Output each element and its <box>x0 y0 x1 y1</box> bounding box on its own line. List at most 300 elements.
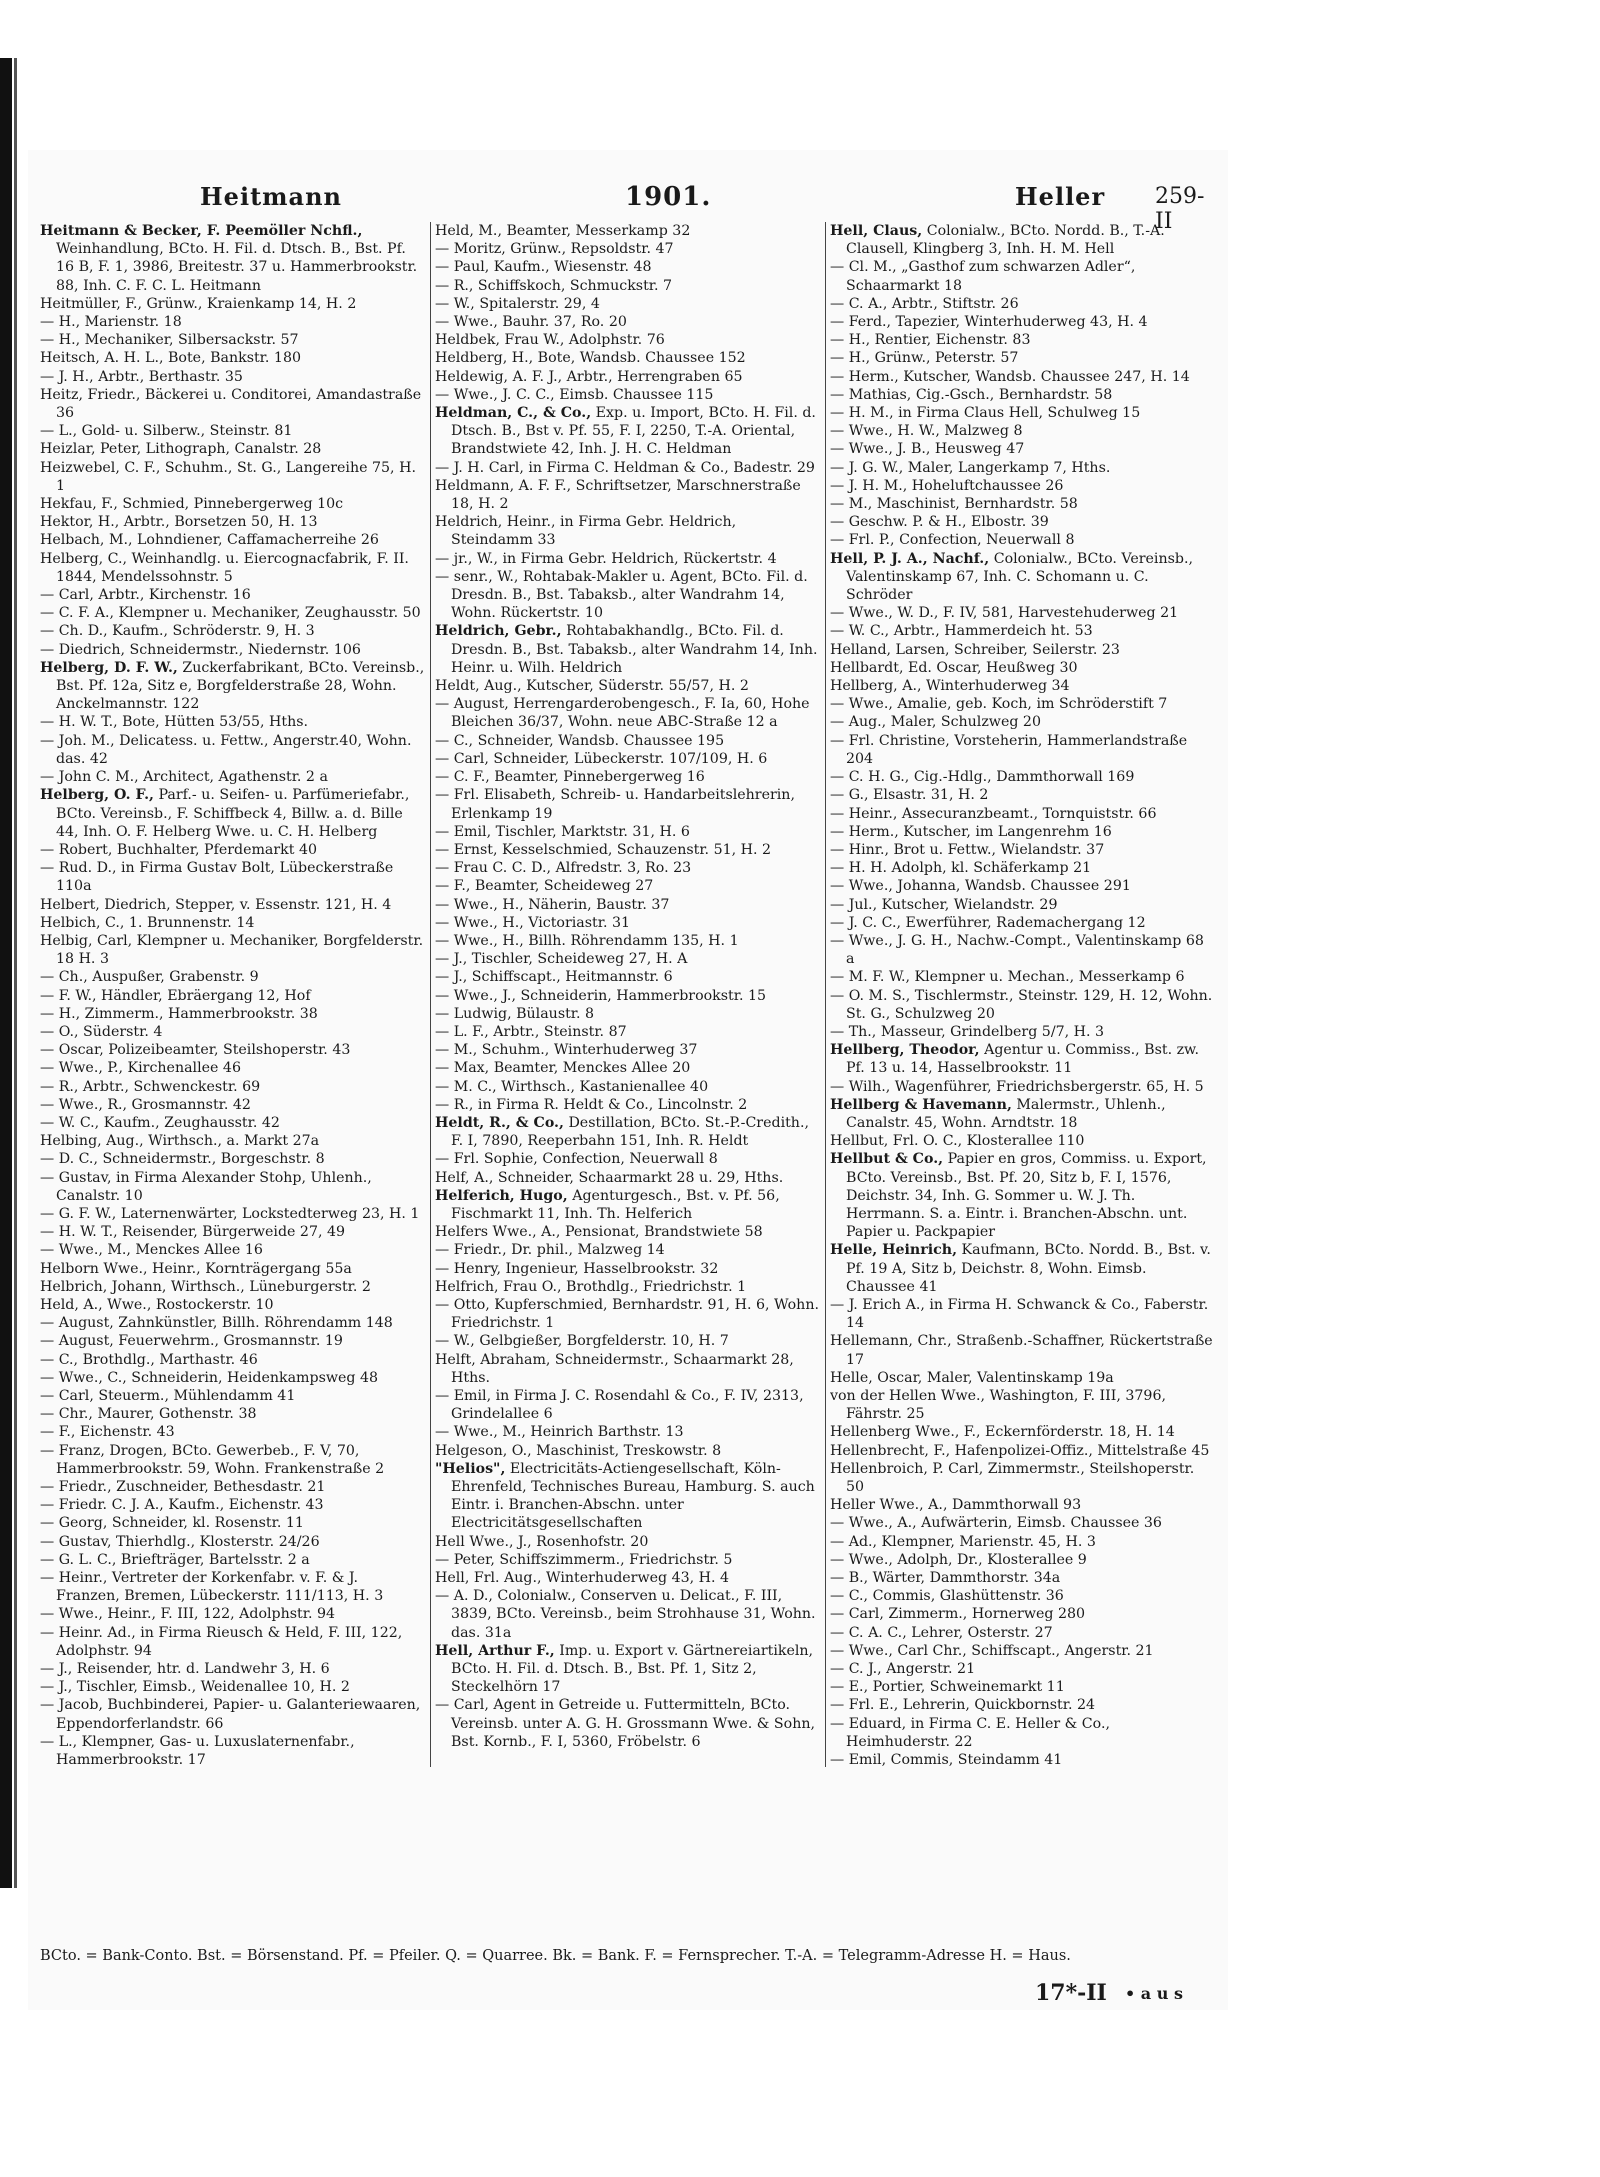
entry-text: — Wwe., H. W., Malzweg 8 <box>830 423 1023 440</box>
entry-text: Helf, A., Schneider, Schaarmarkt 28 u. 29, Hths. <box>435 1169 784 1186</box>
entry-text: — John C. M., Architect, Agathenstr. 2 a <box>40 769 328 786</box>
directory-entry <box>40 222 425 295</box>
entry-text: — J. G. W., Maler, Langerkamp 7, Hths. <box>830 459 1111 476</box>
entry-text: — M. C., Wirthsch., Kastanienallee 40 <box>435 1078 709 1095</box>
entry-firm-name: Helberg, O. F., <box>40 787 154 804</box>
directory-entry <box>435 1096 820 1114</box>
entry-text: — C. F. A., Klempner u. Mechaniker, Zeughausstr. 50 <box>40 605 421 622</box>
entry-text: — D. C., Schneidermstr., Borgeschstr. 8 <box>40 1151 325 1168</box>
entry-text: — Paul, Kaufm., Wiesenstr. 48 <box>435 259 652 276</box>
directory-entry <box>830 659 1215 677</box>
directory-entry <box>435 1569 820 1587</box>
entry-text: Helft, Abraham, Schneidermstr., Schaarmarkt 28, Hths. <box>435 1351 794 1386</box>
entry-text: — jr., W., in Firma Gebr. Heldrich, Rückertstr. 4 <box>435 550 777 567</box>
entry-text: — Wwe., J. G. H., Nachw.-Compt., Valentinskamp 68 a <box>830 932 1204 968</box>
entry-text: Heitz, Friedr., Bäckerei u. Conditorei, Amandastraße 36 <box>40 386 422 422</box>
directory-entry <box>435 1387 820 1423</box>
directory-entry <box>435 1169 820 1187</box>
entry-text: — August, Herrengarderobengesch., F. Ia, 60, Hohe Bleichen 36/37, Wohn. neue ABC-Straße 12 a <box>435 696 810 731</box>
directory-entry <box>830 1605 1215 1623</box>
directory-entry <box>40 349 425 367</box>
directory-entry <box>40 914 425 932</box>
entry-text: — M. F. W., Klempner u. Mechan., Messerkamp 6 <box>830 969 1185 986</box>
entry-text: — Aug., Maler, Schulzweg 20 <box>830 714 1041 731</box>
directory-entry <box>40 1296 425 1314</box>
directory-entry <box>435 1223 820 1241</box>
entry-text: — M., Schuhm., Winterhuderweg 37 <box>435 1042 698 1059</box>
directory-entry <box>40 1059 425 1077</box>
directory-entry <box>40 1387 425 1405</box>
directory-entry <box>40 1332 425 1350</box>
directory-entry <box>435 1551 820 1569</box>
entry-text: Hellemann, Chr., Straßenb.-Schaffner, Rückertstraße 17 <box>830 1333 1213 1368</box>
directory-entry <box>830 914 1215 932</box>
entry-text: — Wwe., A., Aufwärterin, Eimsb. Chaussee 36 <box>830 1515 1162 1532</box>
directory-entry <box>40 1005 425 1023</box>
directory-entry <box>830 896 1215 914</box>
directory-entry <box>435 896 820 914</box>
entry-text: — H. W. T., Reisender, Bürgerweide 27, 49 <box>40 1224 346 1241</box>
directory-entry <box>830 1660 1215 1678</box>
entry-text: — Herm., Kutscher, im Langenrehm 16 <box>830 823 1112 840</box>
entry-text: — J. Erich A., in Firma H. Schwanck & Co., Faberstr. 14 <box>830 1296 1209 1332</box>
directory-entry <box>830 641 1215 659</box>
directory-entry <box>830 258 1215 294</box>
entry-text: — G. L. C., Briefträger, Bartelsstr. 2 a <box>40 1551 310 1568</box>
directory-entry <box>830 404 1215 422</box>
directory-entry <box>40 622 425 640</box>
directory-entry <box>435 1241 820 1259</box>
directory-entry <box>435 1041 820 1059</box>
directory-entry <box>830 1132 1215 1150</box>
directory-entry <box>435 1114 820 1150</box>
directory-entry <box>830 440 1215 458</box>
entry-text: — H. H. Adolph, kl. Schäferkamp 21 <box>830 860 1092 877</box>
directory-entry <box>435 677 820 695</box>
directory-entry <box>830 622 1215 640</box>
entry-text: — Wwe., Carl Chr., Schiffscapt., Angerstr. 21 <box>830 1642 1154 1659</box>
column-rule <box>825 222 826 1767</box>
directory-entry <box>830 1460 1215 1496</box>
directory-entry <box>830 1678 1215 1696</box>
entry-text: — Heinr. Ad., in Firma Rieusch & Held, F. III, 122, Adolphstr. 94 <box>40 1624 403 1659</box>
directory-entry <box>40 859 425 895</box>
entry-text: Hellenbrecht, F., Hafenpolizei-Offiz., Mittelstraße 45 <box>830 1442 1210 1459</box>
directory-entry <box>40 1169 425 1205</box>
directory-entry <box>40 1478 425 1496</box>
entry-text: — Wwe., Bauhr. 37, Ro. 20 <box>435 314 627 331</box>
entry-text: Helberg, C., Weinhandlg. u. Eiercognacfabrik, F. II. 1844, Mendelssohnstr. 5 <box>40 550 409 585</box>
entry-text: Helle, Oscar, Maler, Valentinskamp 19a <box>830 1369 1114 1386</box>
entry-text: — Carl, Agent in Getreide u. Futtermitteln, BCto. Vereinsb. unter A. G. H. Grossmann Wwe. & Sohn, Bst. Kornb., F. I, 5360, Fröbelstr. 6 <box>435 1697 815 1750</box>
entry-firm-name: Heldrich, Gebr., <box>435 623 562 640</box>
directory-entry <box>40 1514 425 1532</box>
entry-text: — L. F., Arbtr., Steinstr. 87 <box>435 1023 627 1040</box>
directory-entry <box>40 1351 425 1369</box>
entry-text: — Frl. E., Lehrerin, Quickbornstr. 24 <box>830 1697 1096 1714</box>
entry-text: — Diedrich, Schneidermstr., Niedernstr. 106 <box>40 641 361 658</box>
directory-entry <box>435 222 820 240</box>
entry-text: — R., Schiffskoch, Schmuckstr. 7 <box>435 277 673 294</box>
directory-entry <box>40 1078 425 1096</box>
directory-entry <box>40 1241 425 1259</box>
directory-entry <box>435 368 820 386</box>
directory-entry <box>830 987 1215 1023</box>
entry-text: — August, Feuerwehrm., Grosmannstr. 19 <box>40 1333 343 1350</box>
entry-text: — senr., W., Rohtabak-Makler u. Agent, BCto. Fil. d. Dresdn. B., Bst. Tabaksb., alter Wandrahm 14, Wohn. Rückertstr. 10 <box>435 568 808 622</box>
directory-entry <box>435 1260 820 1278</box>
entry-text: — H., Mechaniker, Silbersackstr. 57 <box>40 332 299 349</box>
directory-entry <box>830 1241 1215 1296</box>
entry-text: — O., Süderstr. 4 <box>40 1023 163 1040</box>
entry-text: — Ernst, Kesselschmied, Schauzenstr. 51, H. 2 <box>435 841 772 858</box>
directory-entry <box>830 1496 1215 1514</box>
entry-text: — Oscar, Polizeibeamter, Steilshoperstr. 43 <box>40 1042 351 1059</box>
directory-entry <box>40 1605 425 1623</box>
directory-entry <box>830 1369 1215 1387</box>
directory-entry <box>435 295 820 313</box>
entry-firm-name: Helferich, Hugo, <box>435 1187 568 1204</box>
directory-entry <box>830 1041 1215 1077</box>
entry-text: — Georg, Schneider, kl. Rosenstr. 11 <box>40 1515 304 1532</box>
entry-firm-name: Hellberg & Havemann, <box>830 1096 1012 1113</box>
running-head-right: Heller <box>1015 182 1106 211</box>
entry-text: Hell, Frl. Aug., Winterhuderweg 43, H. 4 <box>435 1570 730 1587</box>
directory-entry <box>435 732 820 750</box>
entry-text: — Frl. Sophie, Confection, Neuerwall 8 <box>435 1151 718 1168</box>
entry-text: — Henry, Ingenieur, Hasselbrookstr. 32 <box>435 1260 719 1277</box>
directory-entry <box>435 477 820 513</box>
directory-entry <box>435 1587 820 1642</box>
directory-entry <box>830 1078 1215 1096</box>
entry-text: Imp. u. Export v. Gärtnereiartikeln, BCto. H. Fil. d. Dtsch. B., Bst. Pf. 1, Sitz 2, Steckelhörn 17 <box>451 1642 814 1696</box>
entry-text: — Gustav, in Firma Alexander Stohp, Uhlenh., Canalstr. 10 <box>40 1169 372 1204</box>
directory-entry <box>435 1023 820 1041</box>
directory-entry <box>40 841 425 859</box>
directory-columns <box>40 222 1220 1962</box>
directory-entry <box>435 277 820 295</box>
entry-text: — Franz, Drogen, BCto. Gewerbeb., F. V, 70, Hammerbrookstr. 59, Wohn. Frankenstraße 2 <box>40 1442 385 1477</box>
directory-entry <box>40 1533 425 1551</box>
directory-entry <box>435 968 820 986</box>
directory-entry <box>40 1314 425 1332</box>
entry-text: Parf.- u. Seifen- u. Parfümeriefabr., BCto. Vereinsb., F. Schiffbeck 4, Billw. a. d. Bille 44, Inh. O. F. Helberg Wwe. u. C. H. Helberg <box>56 787 410 840</box>
directory-entry <box>830 932 1215 968</box>
entry-text: Hellenberg Wwe., F., Eckernförderstr. 18, H. 14 <box>830 1424 1175 1441</box>
entry-text: — C., Brothdlg., Marthastr. 46 <box>40 1351 258 1368</box>
entry-text: — J. H. M., Hoheluftchaussee 26 <box>830 477 1064 494</box>
directory-entry <box>830 1751 1215 1769</box>
entry-text: Hekfau, F., Schmied, Pinnebergerweg 10c <box>40 496 344 513</box>
directory-entry <box>40 1696 425 1732</box>
directory-entry <box>40 1096 425 1114</box>
directory-entry <box>435 331 820 349</box>
entry-text: — Carl, Schneider, Lübeckerstr. 107/109, H. 6 <box>435 750 768 767</box>
directory-entry <box>435 1533 820 1551</box>
entry-firm-name: Hellbut & Co., <box>830 1151 944 1168</box>
directory-column-2 <box>435 222 820 1962</box>
directory-entry <box>40 1205 425 1223</box>
directory-entry <box>40 896 425 914</box>
entry-text: Helfrich, Frau O., Brothdlg., Friedrichstr. 1 <box>435 1278 747 1295</box>
entry-text: Heldberg, H., Bote, Wandsb. Chaussee 152 <box>435 350 746 367</box>
entry-text: — C. H. G., Cig.-Hdlg., Dammthorwall 169 <box>830 769 1135 786</box>
entry-text: Kaufmann, BCto. Nordd. B., Bst. v. Pf. 19 A, Sitz b, Deichstr. 8, Wohn. Eimsb. Chaussee 41 <box>846 1242 1211 1295</box>
entry-text: — H., Rentier, Eichenstr. 83 <box>830 332 1031 349</box>
entry-text: Heizlar, Peter, Lithograph, Canalstr. 28 <box>40 441 322 458</box>
directory-entry <box>40 1041 425 1059</box>
directory-entry <box>435 313 820 331</box>
directory-entry <box>40 550 425 586</box>
directory-entry <box>40 641 425 659</box>
entry-text: — Ad., Klempner, Marienstr. 45, H. 3 <box>830 1533 1096 1550</box>
entry-text: Helborn Wwe., Heinr., Kornträgergang 55a <box>40 1260 352 1277</box>
page-signature: 17*-II <box>1035 1980 1107 2006</box>
entry-text: — Heinr., Vertreter der Korkenfabr. v. F. & J. Franzen, Bremen, Lübeckerstr. 111/113, H. 3 <box>40 1570 384 1605</box>
directory-entry <box>40 1733 425 1769</box>
entry-text: Held, A., Wwe., Rostockerstr. 10 <box>40 1296 274 1313</box>
entry-text: Helbich, C., 1. Brunnenstr. 14 <box>40 914 255 931</box>
directory-entry <box>830 1514 1215 1532</box>
directory-entry <box>40 659 425 714</box>
directory-entry <box>830 386 1215 404</box>
directory-entry <box>40 386 425 422</box>
entry-text: Destillation, BCto. St.-P.-Credith., F. I, 7890, Reeperbahn 151, Inh. R. Heldt <box>451 1114 809 1150</box>
column-rule <box>430 222 431 1767</box>
directory-entry <box>40 1678 425 1696</box>
entry-text: — A. D., Colonialw., Conserven u. Delicat., F. III, 3839, BCto. Vereinsb., beim Strohhause 31, Wohn. das. 31a <box>435 1588 816 1641</box>
directory-entry <box>40 495 425 513</box>
directory-entry <box>40 987 425 1005</box>
directory-entry <box>40 604 425 622</box>
directory-entry <box>435 1078 820 1096</box>
entry-text: — Peter, Schiffszimmerm., Friedrichstr. 5 <box>435 1551 733 1568</box>
entry-text: — C. F., Beamter, Pinnebergerweg 16 <box>435 769 705 786</box>
entry-text: — H. W. T., Bote, Hütten 53/55, Hths. <box>40 714 309 731</box>
directory-entry <box>830 1624 1215 1642</box>
entry-text: — W. C., Kaufm., Zeughausstr. 42 <box>40 1114 280 1131</box>
directory-entry <box>40 713 425 731</box>
entry-text: — Jacob, Buchbinderei, Papier- u. Galanteriewaaren, Eppendorferlandstr. 66 <box>40 1697 421 1732</box>
directory-entry <box>435 1423 820 1441</box>
directory-entry <box>435 1278 820 1296</box>
entry-text: Heldbek, Frau W., Adolphstr. 76 <box>435 332 665 349</box>
directory-entry <box>830 422 1215 440</box>
entry-text: — Friedr., Dr. phil., Malzweg 14 <box>435 1242 665 1259</box>
directory-entry <box>830 1150 1215 1241</box>
directory-entry <box>830 531 1215 549</box>
directory-entry <box>40 1114 425 1132</box>
directory-column-1 <box>40 222 425 1962</box>
directory-entry <box>830 877 1215 895</box>
entry-text: Rohtabakhandlg., BCto. Fil. d. Dresdn. B., Bst. Tabaksb., alter Wandrahm 14, Inh. Heinr. u. Wilh. Heldrich <box>451 623 818 676</box>
entry-firm-name: Heldt, R., & Co., <box>435 1114 564 1131</box>
entry-text: Heitsch, A. H. L., Bote, Bankstr. 180 <box>40 350 302 367</box>
entry-text: — W. C., Arbtr., Hammerdeich ht. 53 <box>830 623 1093 640</box>
entry-text: Helfers Wwe., A., Pensionat, Brandstwiete 58 <box>435 1224 763 1241</box>
directory-entry <box>40 422 425 440</box>
running-head-year: 1901. <box>625 182 712 212</box>
directory-entry <box>830 859 1215 877</box>
entry-text: Hellbut, Frl. O. C., Klosterallee 110 <box>830 1133 1085 1150</box>
directory-entry <box>435 1150 820 1168</box>
entry-text: — H., Grünw., Peterstr. 57 <box>830 350 1019 367</box>
entry-text: — Th., Masseur, Grindelberg 5/7, H. 3 <box>830 1023 1105 1040</box>
entry-text: Helbrich, Johann, Wirthsch., Lüneburgerstr. 2 <box>40 1278 371 1295</box>
directory-entry <box>830 604 1215 622</box>
entry-text: — E., Portier, Schweinemarkt 11 <box>830 1679 1065 1696</box>
entry-text: — Heinr., Assecuranzbeamt., Tornquiststr. 66 <box>830 805 1157 822</box>
entry-text: — Herm., Kutscher, Wandsb. Chaussee 247, H. 14 <box>830 368 1190 385</box>
entry-text: — Emil, Commis, Steindamm 41 <box>830 1752 1063 1769</box>
entry-text: — Wwe., W. D., F. IV, 581, Harvestehuderweg 21 <box>830 605 1179 622</box>
entry-text: Helland, Larsen, Schreiber, Seilerstr. 23 <box>830 641 1120 658</box>
directory-entry <box>830 823 1215 841</box>
directory-entry <box>830 550 1215 605</box>
directory-entry <box>830 1442 1215 1460</box>
entry-text: Hellbardt, Ed. Oscar, Heußweg 30 <box>830 659 1078 676</box>
entry-text: — Friedr. C. J. A., Kaufm., Eichenstr. 43 <box>40 1497 324 1514</box>
entry-text: Heller Wwe., A., Dammthorwall 93 <box>830 1497 1082 1514</box>
directory-entry <box>435 550 820 568</box>
directory-entry <box>435 404 820 459</box>
directory-entry <box>830 1423 1215 1441</box>
entry-text: — Wwe., P., Kirchenallee 46 <box>40 1060 241 1077</box>
entry-text: — Ludwig, Bülaustr. 8 <box>435 1005 595 1022</box>
directory-entry <box>830 1023 1215 1041</box>
directory-entry <box>40 932 425 968</box>
entry-text: — Mathias, Cig.-Gsch., Bernhardstr. 58 <box>830 386 1113 403</box>
entry-text: — M., Maschinist, Bernhardstr. 58 <box>830 496 1078 513</box>
directory-entry <box>830 805 1215 823</box>
directory-entry <box>40 1624 425 1660</box>
entry-text: — Carl, Zimmerm., Hornerweg 280 <box>830 1606 1086 1623</box>
entry-firm-name: Hell, Claus, <box>830 223 923 239</box>
directory-entry <box>830 768 1215 786</box>
entry-text: — Wwe., C., Schneiderin, Heidenkampsweg 48 <box>40 1369 379 1386</box>
entry-text: Hektor, H., Arbtr., Borsetzen 50, H. 13 <box>40 514 318 531</box>
entry-text: — Wwe., H., Näherin, Baustr. 37 <box>435 896 670 913</box>
directory-entry <box>435 950 820 968</box>
directory-entry <box>830 1587 1215 1605</box>
directory-entry <box>830 1096 1215 1132</box>
entry-text: von der Hellen Wwe., Washington, F. III, 3796, Fährstr. 25 <box>830 1388 1166 1423</box>
directory-entry <box>830 295 1215 313</box>
entry-text: Agentur u. Commiss., Bst. zw. Pf. 13 u. 14, Hasselbrookstr. 11 <box>846 1042 1200 1077</box>
entry-text: — Wilh., Wagenführer, Friedrichsbergerstr. 65, H. 5 <box>830 1078 1204 1095</box>
entry-text: Hellenbroich, P. Carl, Zimmermstr., Steilshoperstr. 50 <box>830 1460 1195 1496</box>
entry-text: — Frau C. C. D., Alfredstr. 3, Ro. 23 <box>435 860 692 877</box>
directory-entry <box>435 1460 820 1533</box>
entry-text: — Wwe., Amalie, geb. Koch, im Schröderstift 7 <box>830 696 1168 713</box>
directory-entry <box>40 1405 425 1423</box>
entry-text: — F., Beamter, Scheideweg 27 <box>435 878 654 895</box>
entry-text: Held, M., Beamter, Messerkamp 32 <box>435 223 691 239</box>
directory-entry <box>435 258 820 276</box>
entry-text: — Wwe., Adolph, Dr., Klosterallee 9 <box>830 1551 1087 1568</box>
directory-entry <box>435 1351 820 1387</box>
entry-text: — C. A., Arbtr., Stiftstr. 26 <box>830 295 1019 312</box>
entry-text: — Wwe., J., Schneiderin, Hammerbrookstr. 15 <box>435 987 767 1004</box>
entry-text: — Jul., Kutscher, Wielandstr. 29 <box>830 896 1058 913</box>
entry-text: Heldt, Aug., Kutscher, Süderstr. 55/57, H. 2 <box>435 678 749 695</box>
directory-entry <box>40 1223 425 1241</box>
entry-text: Colonialw., BCto. Nordd. B., T.-A. Clausell, Klingberg 3, Inh. H. M. Hell <box>846 223 1165 258</box>
directory-entry <box>830 1387 1215 1423</box>
entry-text: — Frl. Elisabeth, Schreib- u. Handarbeitslehrerin, Erlenkamp 19 <box>435 787 795 822</box>
page-number: 259-II <box>1155 184 1205 234</box>
directory-entry <box>830 1696 1215 1714</box>
directory-entry <box>435 1187 820 1223</box>
entry-text: — Friedr., Zuschneider, Bethesdastr. 21 <box>40 1479 326 1496</box>
directory-entry <box>830 1715 1215 1751</box>
entry-text: — R., Arbtr., Schwenckestr. 69 <box>40 1078 261 1095</box>
stamp-mark: • a u s <box>1125 1984 1183 2003</box>
entry-text: Heldrich, Heinr., in Firma Gebr. Heldrich, Steindamm 33 <box>435 514 737 549</box>
directory-entry <box>830 459 1215 477</box>
entry-text: — Emil, in Firma J. C. Rosendahl & Co., F. IV, 2313, Grindelallee 6 <box>435 1388 804 1423</box>
directory-entry <box>830 841 1215 859</box>
directory-entry <box>40 295 425 313</box>
entry-text: — C. A. C., Lehrer, Osterstr. 27 <box>830 1624 1053 1641</box>
directory-entry <box>830 1569 1215 1587</box>
entry-text: — Hinr., Brot u. Fettw., Wielandstr. 37 <box>830 841 1105 858</box>
directory-entry <box>435 513 820 549</box>
directory-entry <box>40 513 425 531</box>
entry-text: — Wwe., Heinr., F. III, 122, Adolphstr. 94 <box>40 1606 336 1623</box>
entry-text: — Eduard, in Firma C. E. Heller & Co., Heimhuderstr. 22 <box>830 1715 1110 1750</box>
directory-entry <box>435 786 820 822</box>
entry-text: — O. M. S., Tischlermstr., Steinstr. 129, H. 12, Wohn. St. G., Schulzweg 20 <box>830 987 1213 1022</box>
entry-text: — Robert, Buchhalter, Pferdemarkt 40 <box>40 841 318 858</box>
entry-text: — J., Tischler, Eimsb., Weidenallee 10, H. 2 <box>40 1679 350 1696</box>
entry-text: Helbing, Aug., Wirthsch., a. Markt 27a <box>40 1133 320 1150</box>
directory-entry <box>435 1296 820 1332</box>
entry-text: — C., Schneider, Wandsb. Chaussee 195 <box>435 732 725 749</box>
entry-text: Electricitäts-Actiengesellschaft, Köln-Ehrenfeld, Technisches Bureau, Hamburg. S. auch Eintr. i. Branchen-Abschn. unter Electricitätsgesellschaften <box>451 1460 815 1532</box>
directory-entry <box>830 677 1215 695</box>
entry-text: Heldewig, A. F. J., Arbtr., Herrengraben 65 <box>435 368 743 385</box>
directory-entry <box>435 568 820 623</box>
directory-column-3 <box>830 222 1215 1962</box>
directory-entry <box>830 349 1215 367</box>
directory-entry <box>40 368 425 386</box>
entry-text: — Wwe., Johanna, Wandsb. Chaussee 291 <box>830 878 1131 895</box>
entry-text: Exp. u. Import, BCto. H. Fil. d. Dtsch. B., Bst v. Pf. 55, F. I, 2250, T.-A. Oriental, Brandstwiete 42, Inh. J. H. C. Heldman <box>451 405 816 458</box>
directory-entry <box>830 1296 1215 1332</box>
entry-firm-name: Hellberg, Theodor, <box>830 1042 980 1059</box>
entry-text: — Frl. P., Confection, Neuerwall 8 <box>830 532 1075 549</box>
directory-entry <box>435 386 820 404</box>
directory-entry <box>830 713 1215 731</box>
directory-entry <box>435 823 820 841</box>
entry-firm-name: "Helios", <box>435 1460 506 1477</box>
directory-entry <box>435 1332 820 1350</box>
entry-text: — W., Gelbgießer, Borgfelderstr. 10, H. 7 <box>435 1333 729 1350</box>
directory-entry <box>40 440 425 458</box>
directory-entry <box>435 987 820 1005</box>
entry-text: — Wwe., M., Heinrich Barthstr. 13 <box>435 1424 684 1441</box>
entry-text: — Carl, Arbtr., Kirchenstr. 16 <box>40 587 251 604</box>
directory-entry <box>40 786 425 841</box>
directory-entry <box>435 768 820 786</box>
scan-edge-shadow <box>14 58 17 1888</box>
abbreviation-legend: BCto. = Bank-Conto. Bst. = Börsenstand. Pf. = Pfeiler. Q. = Quarree. Bk. = Bank. F. = Fernsprecher. T.-A. = Telegramm-Adresse H. = Haus. <box>40 1948 1071 1964</box>
entry-text: — Ferd., Tapezier, Winterhuderweg 43, H. 4 <box>830 314 1148 331</box>
entry-text: — F. W., Händler, Ebräergang 12, Hof <box>40 987 311 1004</box>
directory-entry <box>40 732 425 768</box>
entry-text: — J., Reisender, htr. d. Landwehr 3, H. 6 <box>40 1661 330 1678</box>
